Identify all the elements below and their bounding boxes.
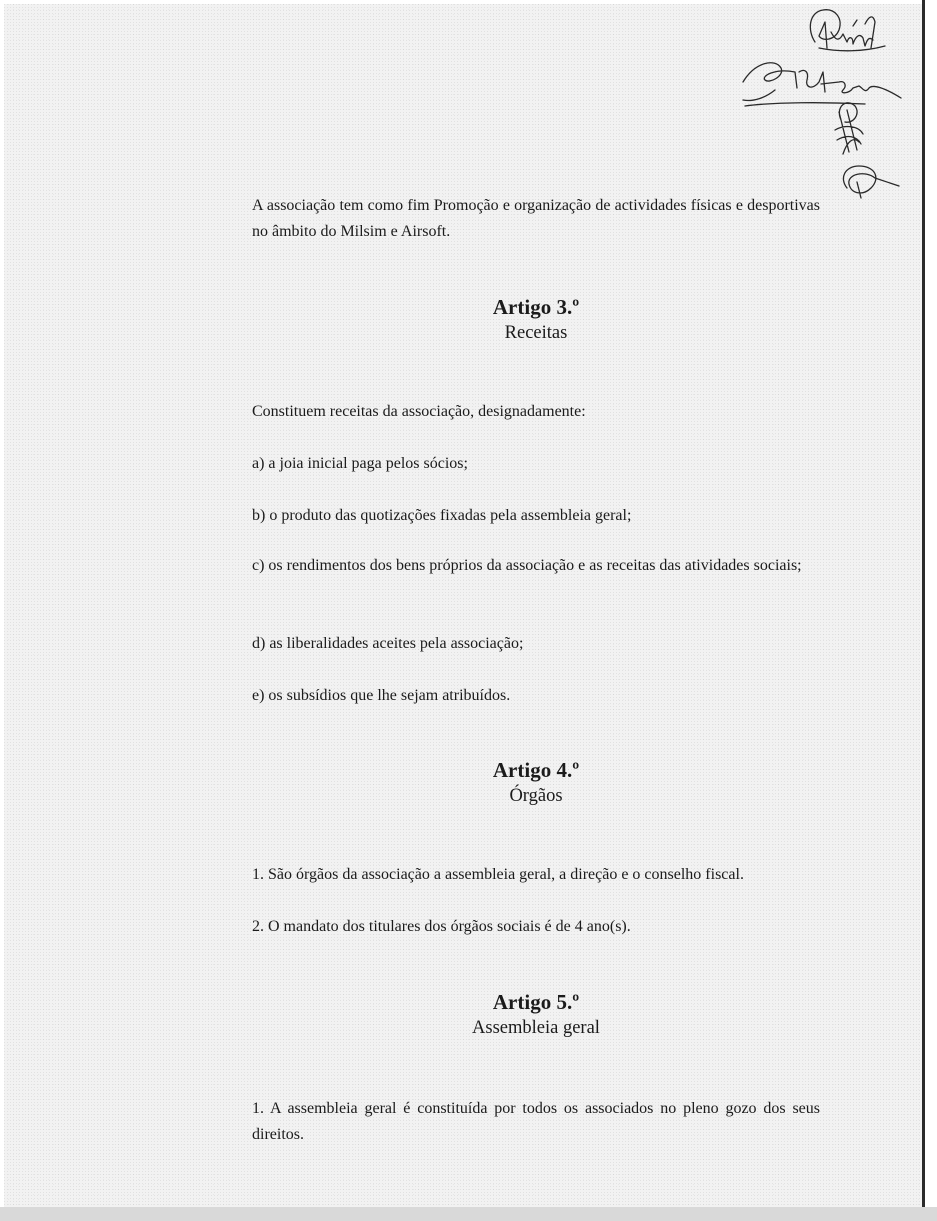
article-5-subtitle: Assembleia geral [472,1018,600,1038]
article-3-item-c: c) os rendimentos dos bens próprios da associação e as receitas das atividades sociais; [252,557,802,574]
article-4-item-1: 1. São órgãos da associação a assembleia geral, a direção e o conselho fiscal. [252,866,744,883]
article-4-item-2: 2. O mandato dos titulares dos órgãos sociais é de 4 ano(s). [252,918,631,935]
article-3-item-b: b) o produto das quotizações fixadas pela assembleia geral; [252,507,632,524]
intro-paragraph: A associação tem como fim Promoção e organização de actividades físicas e desportivas no âmbito do Milsim e Airsoft. [252,197,820,240]
article-3-title: Artigo 3.º [492,295,580,319]
article-5-heading [252,989,820,1041]
scan-bottom-edge [0,1207,937,1221]
article-3-heading [252,294,820,346]
scan-right-margin [925,0,937,1221]
article-4-title: Artigo 4.º [492,758,580,782]
article-3-subtitle: Receitas [504,323,568,343]
scan-left-edge [0,0,4,1221]
handwritten-signatures [735,2,925,202]
article-3-item-a: a) a joia inicial paga pelos sócios; [252,455,468,472]
article-4-heading [252,757,820,809]
article-5-title: Artigo 5.º [492,990,580,1014]
article-3-item-e: e) os subsídios que lhe sejam atribuídos. [252,687,511,704]
article-4-subtitle: Órgãos [509,786,563,806]
article-3-item-d: d) as liberalidades aceites pela associação; [252,635,524,652]
article-5-item-1: 1. A assembleia geral é constituída por todos os associados no pleno gozo dos seus direitos. [252,1100,820,1143]
article-3-lead: Constituem receitas da associação, designadamente: [252,403,586,420]
